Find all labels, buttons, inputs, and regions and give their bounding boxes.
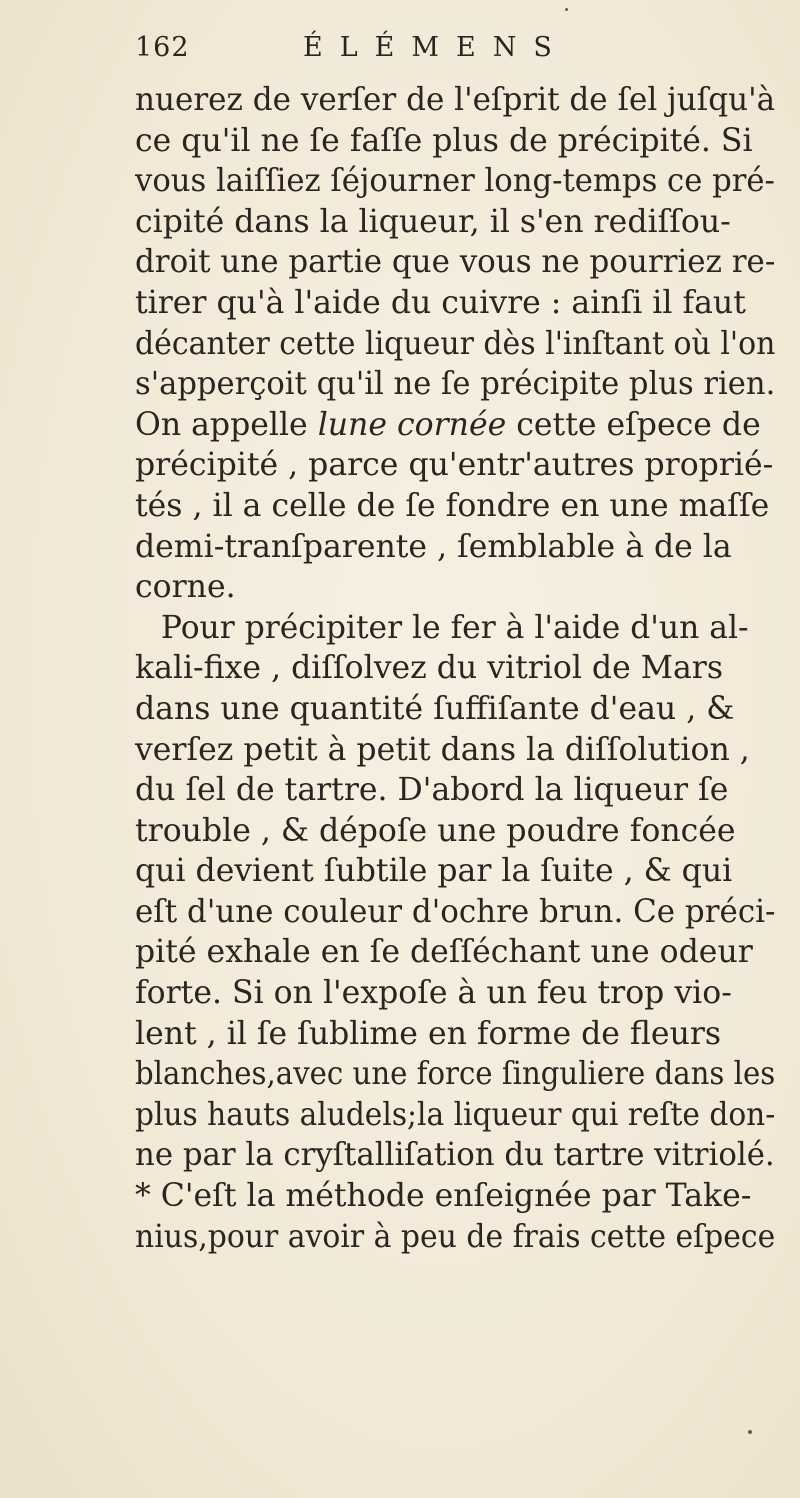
italic-term: lune cornée: [317, 406, 507, 443]
text-line: droit une partie que vous ne pourriez re-: [135, 244, 776, 281]
ink-speck: [748, 1430, 752, 1434]
text-line: lent , il ſe ſublime en forme de fleurs: [135, 1015, 722, 1052]
running-title: ÉLÉMENS: [303, 32, 569, 63]
body-text: [135, 80, 775, 1257]
page-number: 162: [135, 32, 190, 63]
text-line: dans une quantité ſuffiſante d'eau , &: [135, 690, 735, 727]
text-line: forte. Si on l'expoſe à un feu trop vio-: [135, 975, 732, 1012]
text-line: * C'eſt la méthode enſeignée par Take-: [135, 1178, 752, 1215]
text-line: nuerez de verſer de l'eſprit de ſel juſqu'à: [135, 82, 776, 118]
text-line: du ſel de tartre. D'abord la liqueur ſe: [135, 772, 729, 809]
text-line: tés , il a celle de ſe fondre en une maſſe: [135, 487, 770, 524]
text-line: kali-fixe , diſſolvez du vitriol de Mars: [135, 650, 724, 687]
text-line: qui devient ſubtile par la ſuite , & qui: [135, 853, 733, 890]
text-line: On appelle lune cornée cette eſpece de: [135, 406, 761, 443]
text-line: blanches,avec une force ſinguliere dans les: [135, 1056, 776, 1093]
text-line: décanter cette liqueur dès l'inſtant où l'on: [135, 325, 776, 362]
text-line: corne.: [135, 569, 236, 606]
ink-speck: [565, 8, 568, 11]
text-line: cipité dans la liqueur, il s'en rediſſou-: [135, 203, 731, 240]
text-line: tirer qu'à l'aide du cuivre : ainſi il faut: [135, 284, 746, 321]
text-line: plus hauts aludels;la liqueur qui reſte don-: [135, 1096, 776, 1133]
text-line: trouble , & dépoſe une poudre foncée: [135, 812, 736, 849]
text-line-paragraph-start: Pour précipiter le fer à l'aide d'un al-: [160, 609, 749, 646]
page-header: [135, 32, 735, 72]
text-line: eſt d'une couleur d'ochre brun. Ce préci-: [135, 893, 776, 930]
text-line: ce qu'il ne ſe faſſe plus de précipité. Si: [135, 122, 753, 159]
text-line: précipité , parce qu'entr'autres proprié-: [135, 447, 774, 484]
text-line: vous laiſſiez ſéjourner long-temps ce pré-: [135, 163, 775, 200]
text-line: demi-tranſparente , ſemblable à de la: [135, 528, 732, 565]
text-line: nius,pour avoir à peu de frais cette eſpece: [135, 1218, 776, 1255]
text-line: pité exhale en ſe deſſéchant une odeur: [135, 934, 753, 971]
text-line: ne par la cryſtalliſation du tartre vitriolé.: [135, 1137, 775, 1174]
text-line: s'apperçoit qu'il ne ſe précipite plus rien.: [135, 366, 776, 403]
text-line: verſez petit à petit dans la diſſolution ,: [135, 731, 750, 768]
